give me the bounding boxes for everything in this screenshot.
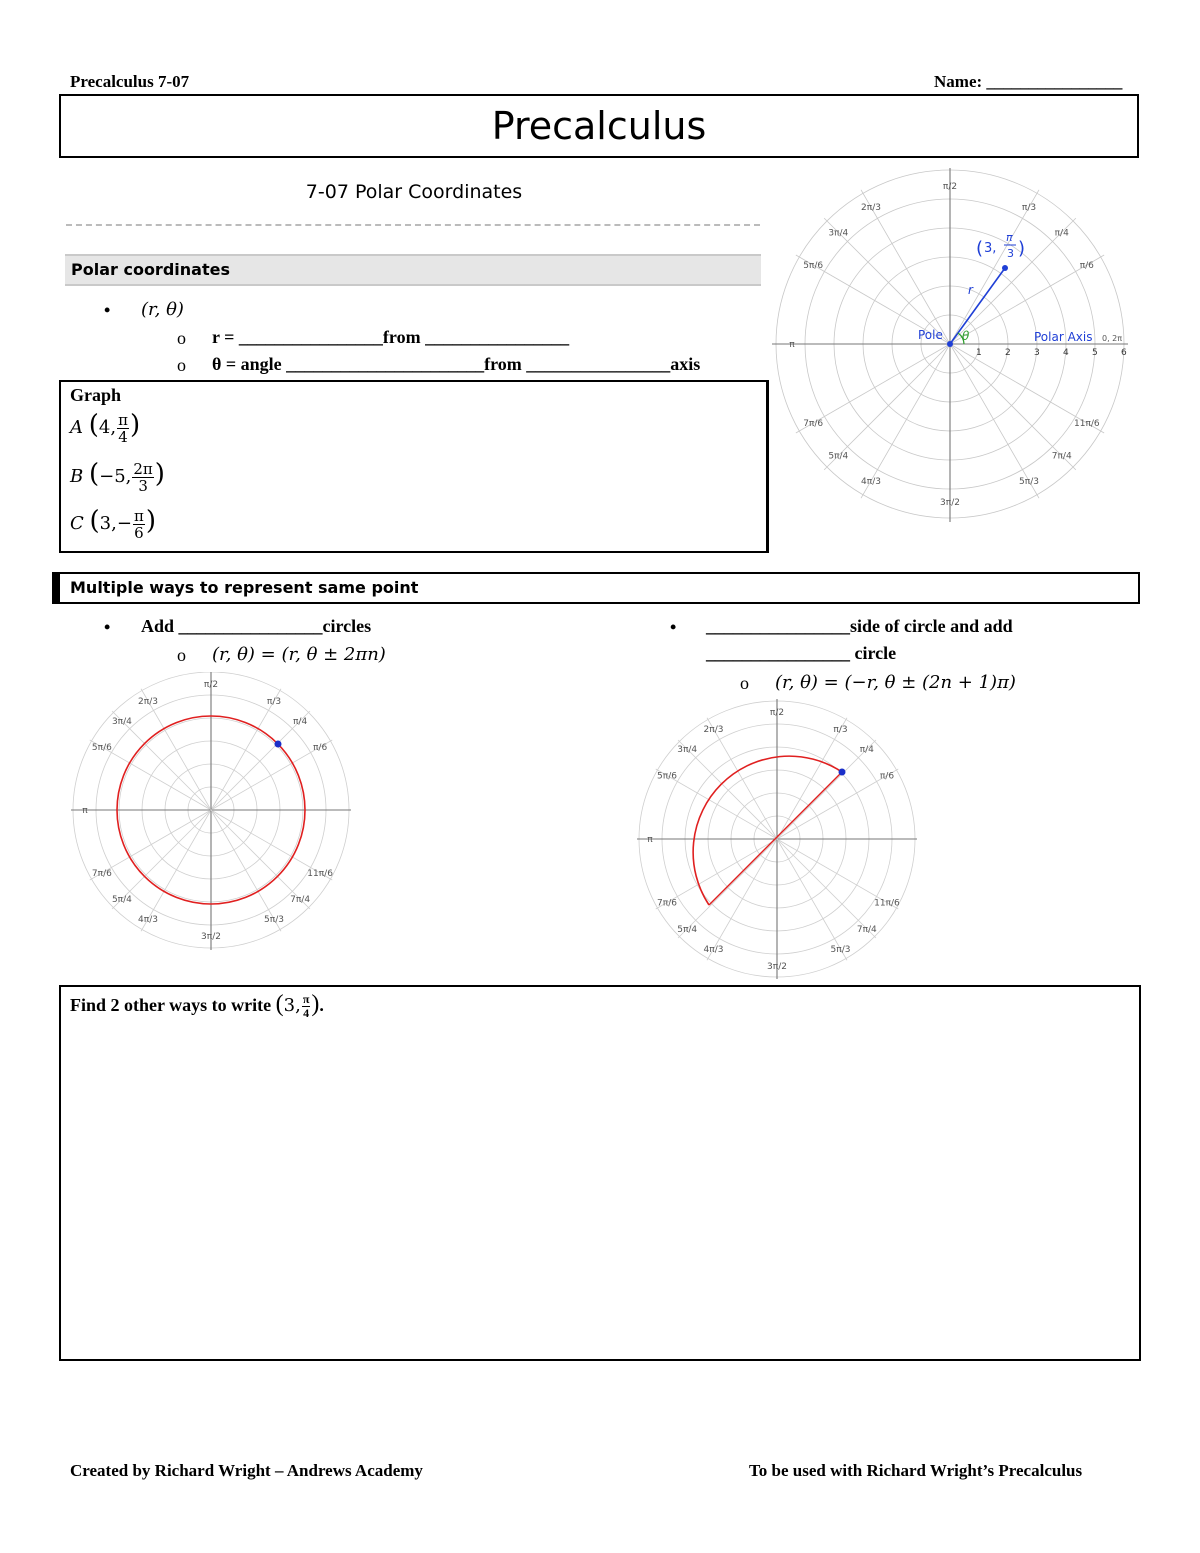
right-bullet-text-2: ________________ circle [706, 643, 897, 663]
angle-label: 3π/4 [111, 716, 132, 727]
angle-label: 7π/4 [290, 895, 311, 906]
frac-den: 3 [138, 476, 148, 495]
graph-heading: Graph [70, 385, 122, 405]
polar-graph-opposite-side [636, 698, 918, 980]
find-prompt: Find 2 other ways to write [70, 995, 272, 1015]
angle-label: 5π/3 [830, 944, 851, 955]
angle-label: 4π/3 [861, 476, 881, 487]
angle-label: 3π/4 [677, 745, 698, 756]
angle-label: 5π/6 [657, 771, 677, 782]
sub-bullet: o [177, 328, 186, 348]
angle-label: 7π/4 [1051, 451, 1072, 462]
axis-number: 1 [976, 348, 982, 358]
polar-grid [637, 699, 917, 979]
angle-label: 5π/4 [677, 924, 698, 935]
left-formula: (r, θ) = (r, θ ± 2πn) [212, 644, 386, 665]
pole-point [947, 341, 953, 347]
grid-ray [707, 718, 777, 839]
find-prompt-line: Find 2 other ways to write (3, $\frac{\pi}{4}$ ). [70, 991, 324, 1021]
grid-ray [777, 839, 847, 960]
angle-label: π [647, 835, 653, 845]
angle-label: 5π/3 [264, 915, 284, 926]
angle-label: 5π/4 [828, 451, 849, 462]
sub-bullet: o [177, 355, 186, 375]
section-heading-multiple-ways: Multiple ways to represent same point [52, 572, 1140, 604]
sub-bullet: o [740, 673, 749, 693]
angle-label: 3π/2 [767, 962, 787, 972]
frac-num: 2π [133, 459, 153, 478]
graph-box [59, 380, 769, 553]
polar-axis-label: Polar Axis [1034, 330, 1093, 344]
left-bullet-text: Add ________________circles [141, 616, 372, 636]
lesson-title: 7-07 Polar Coordinates [305, 181, 523, 203]
point-r: 4, [98, 417, 117, 438]
angle-label: 7π/6 [91, 869, 112, 879]
axis-number: 3 [1034, 348, 1040, 358]
bullet-pair: (r, θ) [141, 299, 184, 320]
name-field-label: Name: ________________ [934, 72, 1123, 91]
grid-ray [141, 810, 211, 931]
footer-right: To be used with Richard Wright’s Precalculus [749, 1461, 1083, 1480]
angle-label: π/3 [1021, 203, 1037, 214]
angle-label: 7π/6 [657, 898, 677, 909]
point-A: A (4, $\frac{\pi}{4}$ ) [70, 410, 141, 446]
dashed-divider [66, 224, 760, 226]
grid-ray [211, 810, 281, 931]
polar-grid [71, 672, 351, 950]
point-label-num: π [1006, 231, 1013, 244]
grid-ray [707, 839, 777, 960]
footer-left: Created by Richard Wright – Andrews Academy [70, 1461, 423, 1480]
angle-label: π [789, 340, 795, 350]
angle-label: 11π/6 [874, 898, 900, 909]
axis-number: 4 [1063, 348, 1069, 358]
angle-label: π/2 [769, 708, 785, 718]
grid-ray [861, 344, 950, 498]
point-label: A [70, 417, 83, 438]
find-point-r: 3, [283, 995, 301, 1016]
zero-label: 0, 2π [1102, 334, 1123, 343]
angle-label: 2π/3 [861, 203, 881, 214]
axis-number: 6 [1121, 348, 1127, 358]
point-r: 3, [99, 513, 117, 534]
frac-den: 4 [303, 1006, 310, 1021]
frac-den: 6 [134, 523, 144, 542]
angle-label: 11π/6 [307, 869, 333, 879]
angle-label: 3π/2 [940, 498, 960, 508]
bullet: • [104, 617, 111, 637]
angle-label: π/3 [833, 725, 848, 736]
point-C: C (3,− $\frac{\pi}{6}$ ) [70, 506, 156, 542]
sub-bullet: o [177, 645, 186, 665]
frac-num: π [133, 506, 144, 525]
bullet: • [104, 300, 111, 320]
r-label: r [968, 283, 973, 297]
right-bullet-text: ________________side of circle and add [706, 616, 1013, 636]
angle-label: π/2 [942, 182, 958, 192]
theta-label: θ [962, 329, 970, 343]
polar-graph-main [772, 168, 1132, 522]
axis-numbers [976, 348, 1127, 358]
angle-label: 11π/6 [1074, 419, 1100, 429]
angle-label: 4π/3 [138, 915, 158, 926]
point-marker [275, 741, 282, 748]
angle-label: 7π/4 [856, 924, 877, 935]
angle-label: 5π/6 [91, 743, 112, 753]
right-formula: (r, θ) = (−r, θ ± (2n + 1)π) [775, 672, 1016, 693]
angle-label: 3π/4 [828, 228, 849, 239]
point-r: −5, [99, 466, 132, 487]
r-vector [950, 268, 1005, 344]
angle-label: 3π/2 [201, 932, 221, 942]
axis-number: 2 [1005, 348, 1011, 358]
angle-label: 5π/4 [111, 895, 132, 906]
polar-graph-add-circles [68, 672, 354, 952]
grid-ray [777, 839, 876, 938]
angle-label: π/4 [859, 745, 874, 756]
angle-label: 4π/3 [703, 944, 724, 955]
angle-label: 2π/3 [703, 725, 724, 736]
bullet: • [670, 617, 677, 637]
theta-definition-line: θ = angle ______________________from ________________axis [212, 354, 701, 374]
find-box [59, 985, 1141, 1361]
pole-label: Pole [918, 328, 943, 342]
point-label-r: 3, [984, 241, 997, 256]
angle-label: π [82, 806, 88, 816]
point-label-den: 3 [1007, 247, 1014, 260]
point-sign: − [116, 513, 132, 534]
angle-label: π/3 [266, 696, 282, 707]
point-marker [839, 769, 846, 776]
angle-label: π/6 [1079, 261, 1094, 271]
frac-num: π [302, 992, 310, 1007]
angle-label: π/4 [293, 716, 308, 727]
angle-label: π/4 [1054, 228, 1069, 239]
axis-number: 5 [1092, 348, 1098, 358]
grid-ray [211, 689, 281, 810]
frac-den: 4 [118, 427, 128, 446]
frac-num: π [118, 410, 128, 429]
angle-label: 5π/6 [803, 261, 824, 271]
angle-label: π/6 [313, 743, 328, 753]
half-circle-path [693, 756, 842, 905]
point-B: B (−5, $\frac{2\pi}{3}$ ) [70, 459, 165, 495]
angle-label: 7π/6 [803, 419, 824, 429]
point-marker [1002, 265, 1008, 271]
angle-label: 5π/3 [1019, 476, 1039, 487]
r-definition-line: r = ________________from ________________ [212, 327, 570, 347]
paren-close: ) [1018, 238, 1026, 259]
paren-open: ( [976, 238, 984, 259]
point-label: C [70, 513, 84, 534]
angle-label: π/2 [203, 680, 219, 690]
angle-label: 2π/3 [138, 696, 158, 707]
course-label: Precalculus 7-07 [70, 72, 190, 91]
section-heading-polar: Polar coordinates [65, 254, 761, 286]
grid-ray [950, 344, 1039, 498]
grid-ray [141, 689, 211, 810]
page-title: Precalculus [59, 94, 1139, 158]
angle-label: π/6 [879, 771, 895, 782]
point-label: B [70, 466, 84, 487]
